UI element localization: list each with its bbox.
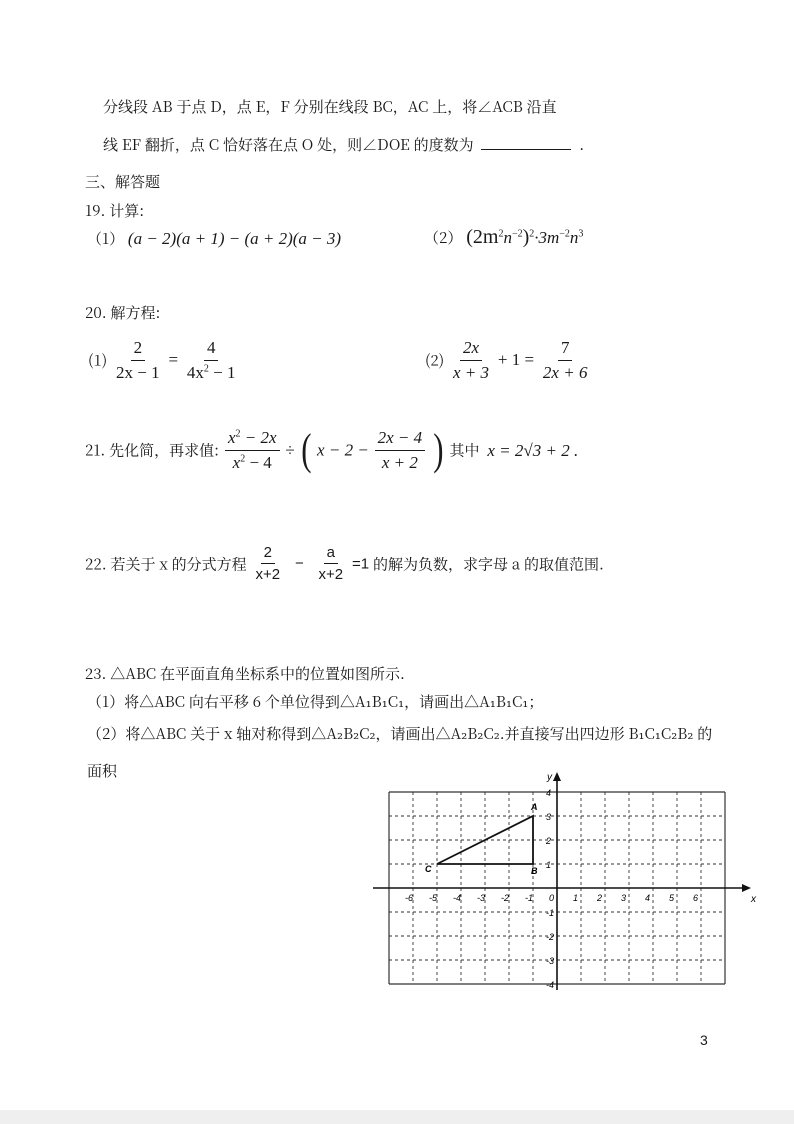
x-tick-label: 3 <box>621 893 627 903</box>
q21: 21. 先化简，再求值: $\frac{x^2 - 2x}{x^2 - 4}$ ÷ ( x − 2 − $\frac{2x - 4}{x + 2}$ ) 其中 x = 2√3 + 2 . <box>85 425 579 475</box>
q19-p1-label: （1） <box>87 228 125 249</box>
vertex-label-c: C <box>425 864 432 874</box>
y-tick-label: -1 <box>546 908 555 918</box>
x-tick-label: -3 <box>477 893 486 903</box>
x-tick-label: 5 <box>669 893 675 903</box>
q23-part1: （1）将△ABC 向右平移 6 个单位得到△A₁B₁C₁，请画出△A₁B₁C₁； <box>87 691 544 712</box>
q22-frac2: $\frac{a}{x+2}$ <box>318 544 344 584</box>
q19-p2-label: （2） <box>424 227 463 248</box>
q23-part2: （2）将△ABC 关于 x 轴对称得到△A₂B₂C₂，请画出△A₂B₂C₂.并直接写出四边形 B₁C₁C₂B₂ 的 <box>87 723 713 744</box>
q23-part2-cont: 面积 <box>87 760 118 781</box>
y-axis-label: y <box>547 772 552 783</box>
q22-prefix: 22. 若关于 x 的分式方程 <box>85 553 247 575</box>
q20-part2: (2) $\frac{2x}{x + 3}$ + 1 = $\frac{7}{2x + 6}$ <box>425 338 592 382</box>
y-tick-label: 3 <box>546 812 552 822</box>
y-tick-label: -2 <box>546 932 555 942</box>
q18-line2 <box>103 134 584 155</box>
q20-part1: (1) $\frac{2}{2x - 1}$ = $\frac{4}{4x^2 - 1}$ <box>88 338 240 382</box>
axes <box>373 772 757 990</box>
x-tick-label: -6 <box>405 893 414 903</box>
q19-title: 19. 计算: <box>85 200 145 221</box>
q22-frac1: $\frac{2}{x+2}$ <box>255 544 281 584</box>
q19-part2 <box>424 226 583 249</box>
triangle-abc <box>425 802 538 876</box>
q20-p1-left-frac: $\frac{2}{2x - 1}$ <box>116 338 160 382</box>
q20-p2-left-frac: $\frac{2x}{x + 3}$ <box>453 338 490 382</box>
q21-title: 21. 先化简，再求值: <box>85 439 220 461</box>
q22-suffix: 的解为负数，求字母 a 的取值范围. <box>372 553 604 575</box>
y-axis-arrow <box>553 772 561 781</box>
x-tick-label: 2 <box>597 893 603 903</box>
answer-blank[interactable] <box>481 135 571 150</box>
q20-title: 20. 解方程: <box>85 302 161 323</box>
q20-p2-label: (2) <box>425 349 445 371</box>
q20-p2-right-frac: $\frac{7}{2x + 6}$ <box>542 338 588 382</box>
x-tick-label: 4 <box>645 893 651 903</box>
q19-p1-expr: (a − 2)(a + 1) − (a + 2)(a − 3) <box>127 229 342 248</box>
x-tick-label: -5 <box>429 893 438 903</box>
page-number: 3 <box>700 1032 708 1048</box>
q21-frac2: $\frac{2x - 4}{x + 2}$ <box>375 428 426 472</box>
vertex-label-a: A <box>531 802 538 812</box>
q18-line2-end: . <box>579 134 585 155</box>
q18-line2-text: 线 EF 翻折，点 C 恰好落在点 O 处，则∠DOE 的度数为 <box>103 134 474 155</box>
q21-frac1: $\frac{x^2 - 2x}{x^2 - 4}$ <box>225 428 280 472</box>
y-tick-label: -4 <box>546 980 555 990</box>
q20-p1-right-frac: $\frac{4}{4x^2 - 1}$ <box>186 338 236 382</box>
y-tick-label: 1 <box>546 860 552 870</box>
section-title: 三、解答题 <box>85 171 161 192</box>
x-tick-label: 6 <box>693 893 699 903</box>
x-tick-label: -1 <box>525 893 534 903</box>
x-tick-label: 0 <box>549 893 555 903</box>
coordinate-grid-chart <box>370 768 756 998</box>
q22: 22. 若关于 x 的分式方程 $\frac{2}{x+2}$ − $\frac{a}{x+2}$ =1 的解为负数，求字母 a 的取值范围. <box>85 544 604 584</box>
x-axis-arrow <box>742 884 751 892</box>
q20-p1-label: (1) <box>88 349 108 371</box>
x-axis-label: x <box>751 894 756 905</box>
y-tick-label: 4 <box>546 788 552 798</box>
y-tick-label: 2 <box>546 836 552 846</box>
y-tick-label: -3 <box>546 956 555 966</box>
q19-p2-expr: $(2m^2n^{-2})^2\cdot 3m^{-2}n^3$ <box>466 226 584 248</box>
q18-line1: 分线段 AB 于点 D，点 E，F 分别在线段 BC，AC 上，将∠ACB 沿直 <box>103 96 557 117</box>
q19-part1 <box>87 228 341 249</box>
x-tick-label: 1 <box>573 893 579 903</box>
x-tick-label: -4 <box>453 893 462 903</box>
footer-strip <box>0 1110 794 1124</box>
q23-title: 23. △ABC 在平面直角坐标系中的位置如图所示. <box>85 663 405 684</box>
x-tick-label: -2 <box>501 893 510 903</box>
vertex-label-b: B <box>531 866 538 876</box>
